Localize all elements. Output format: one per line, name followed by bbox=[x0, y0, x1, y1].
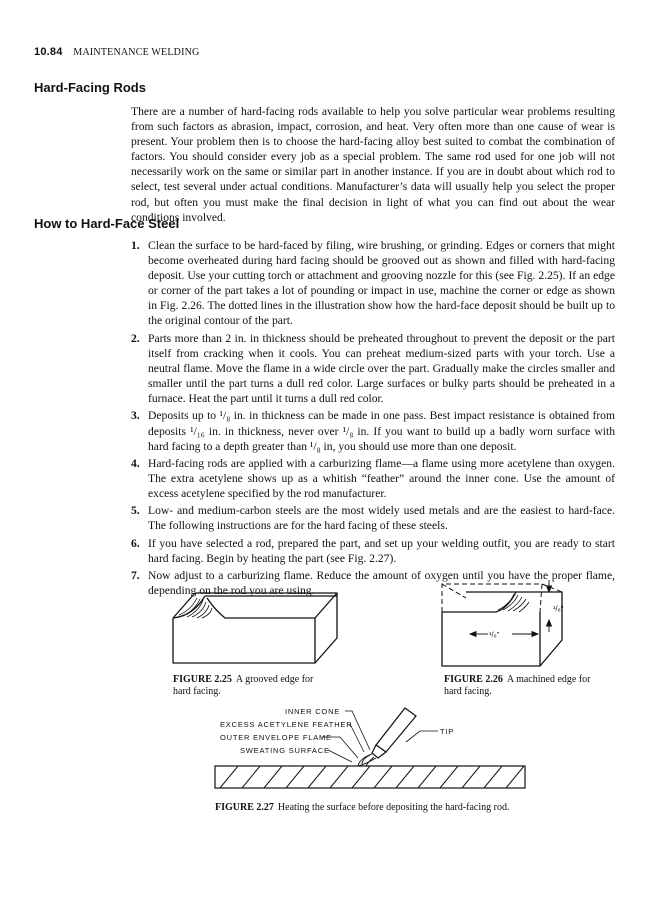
figure-label: FIGURE 2.26 bbox=[444, 674, 503, 685]
label-sweating-surface: SWEATING SURFACE bbox=[240, 746, 330, 755]
label-inner-cone: INNER CONE bbox=[285, 707, 341, 716]
figure-2-27-torch-diagram bbox=[200, 700, 530, 800]
section-heading-how-to-hard-face: How to Hard-Face Steel bbox=[34, 216, 180, 231]
list-item bbox=[131, 408, 615, 453]
figure-2-27-caption bbox=[215, 802, 555, 814]
step-number: 3. bbox=[131, 409, 140, 423]
step-text: Clean the surface to be hard-faced by filing, wire brushing, or grinding. Edges or corners that might become overheated during hard facing should be grooved out as shown and filled with hard-facing deposit. Use your cutting torch or attachment and grooving nozzle for this (see Fig. 2.25). If an edge or corner of the part takes a lot of pounding or impact in use, machine the corner or edge as shown in Fig. 2.26. The dotted lines in the illustration show how the hard-face deposit should be built up to the original contour of the part. bbox=[148, 239, 615, 328]
dimension-vertical: ¹/₈" bbox=[553, 604, 564, 613]
figure-caption-text: Heating the surface before depositing the hard-facing rod. bbox=[277, 802, 510, 813]
figure-2-25-grooved-block bbox=[165, 588, 345, 668]
figure-2-25-caption bbox=[173, 674, 323, 697]
intro-paragraph: There are a number of hard-facing rods available to help you solve particular wear problems resulting from such factors as abrasion, impact, corrosion, and heat. Very often more than one cause of wear is present. Your problem then is to choose the hard-facing alloy best suited to combat the combination of factors. You should consider every job as a special problem. The same rod used for one job will not necessarily work on the same or similar part in another instance. If you are in doubt about which rod to select, test several under actual conditions. Manufacturer’s data will usually help you select the proper rod, but often you must make the final decision in light of what you can find out about the wear conditions involved. bbox=[131, 105, 615, 224]
step-number: 5. bbox=[131, 504, 140, 518]
list-item bbox=[131, 536, 615, 566]
list-item bbox=[131, 503, 615, 533]
figure-caption-text: A machined edge for hard facing. bbox=[444, 674, 591, 697]
label-tip: TIP bbox=[440, 727, 455, 736]
step-text: Low- and medium-carbon steels are the most widely used metals and are the easiest to hard-face. The following instructions are for the hard facing of these steels. bbox=[148, 504, 615, 533]
running-title: MAINTENANCE WELDING bbox=[73, 47, 200, 58]
step-text: Deposits up to ¹/₈ in. in thickness can be made in one pass. Best impact resistance is obtained from deposits ¹/₁₆ in. in thickness, never over ¹/₈ in. If you want to build up a badly worn surface with hard facing to a depth greater than ¹/₈ in, you should use more than one deposit. bbox=[148, 409, 615, 453]
figure-label: FIGURE 2.25 bbox=[173, 674, 232, 685]
step-text: Parts more than 2 in. in thickness should be preheated throughout to prevent the deposit or the part itself from cracking when it cools. You can preheat medium-sized parts with your torch. Use a neutral flame. Move the flame in a wide circle over the part. Gradually make the circles smaller and smaller until the part turns a dull red color. Large surfaces or bulky parts should be preheated in a furnace. Heat the part until it turns a dull red color. bbox=[148, 331, 615, 406]
figure-2-26-machined-block bbox=[436, 578, 576, 670]
figure-2-26-caption bbox=[444, 674, 594, 697]
running-header bbox=[34, 46, 199, 58]
steps-list bbox=[131, 238, 615, 600]
label-outer-envelope: OUTER ENVELOPE FLAME bbox=[220, 733, 332, 742]
label-excess-acetylene: EXCESS ACETYLENE FEATHER bbox=[220, 720, 353, 729]
dimension-horizontal: ¹/₈" bbox=[489, 630, 500, 639]
figure-caption-text: A grooved edge for hard facing. bbox=[173, 674, 314, 697]
list-item bbox=[131, 238, 615, 329]
step-number: 4. bbox=[131, 456, 140, 470]
step-text: If you have selected a rod, prepared the part, and set up your welding outfit, you are ready to start hard facing. Begin by heating the part (see Fig. 2.27). bbox=[148, 536, 615, 565]
step-number: 1. bbox=[131, 239, 140, 252]
list-item bbox=[131, 456, 615, 501]
step-number: 7. bbox=[131, 569, 140, 583]
figure-label: FIGURE 2.27 bbox=[215, 802, 274, 813]
section-heading-hard-facing-rods: Hard-Facing Rods bbox=[34, 80, 146, 95]
step-number: 2. bbox=[131, 331, 140, 345]
list-item bbox=[131, 331, 615, 406]
step-number: 6. bbox=[131, 536, 140, 550]
step-text: Hard-facing rods are applied with a carburizing flame—a flame using more acetylene than oxygen. The extra acetylene shows up as a whitish “feather” around the inner cone. Use the amount of excess acetylene specified by the rod manufacturer. bbox=[148, 456, 615, 501]
page-number: 10.84 bbox=[34, 46, 63, 58]
step-text: Now adjust to a carburizing flame. Reduce the amount of oxygen until you have the proper flame, depending on the rod you are using. bbox=[148, 569, 615, 598]
